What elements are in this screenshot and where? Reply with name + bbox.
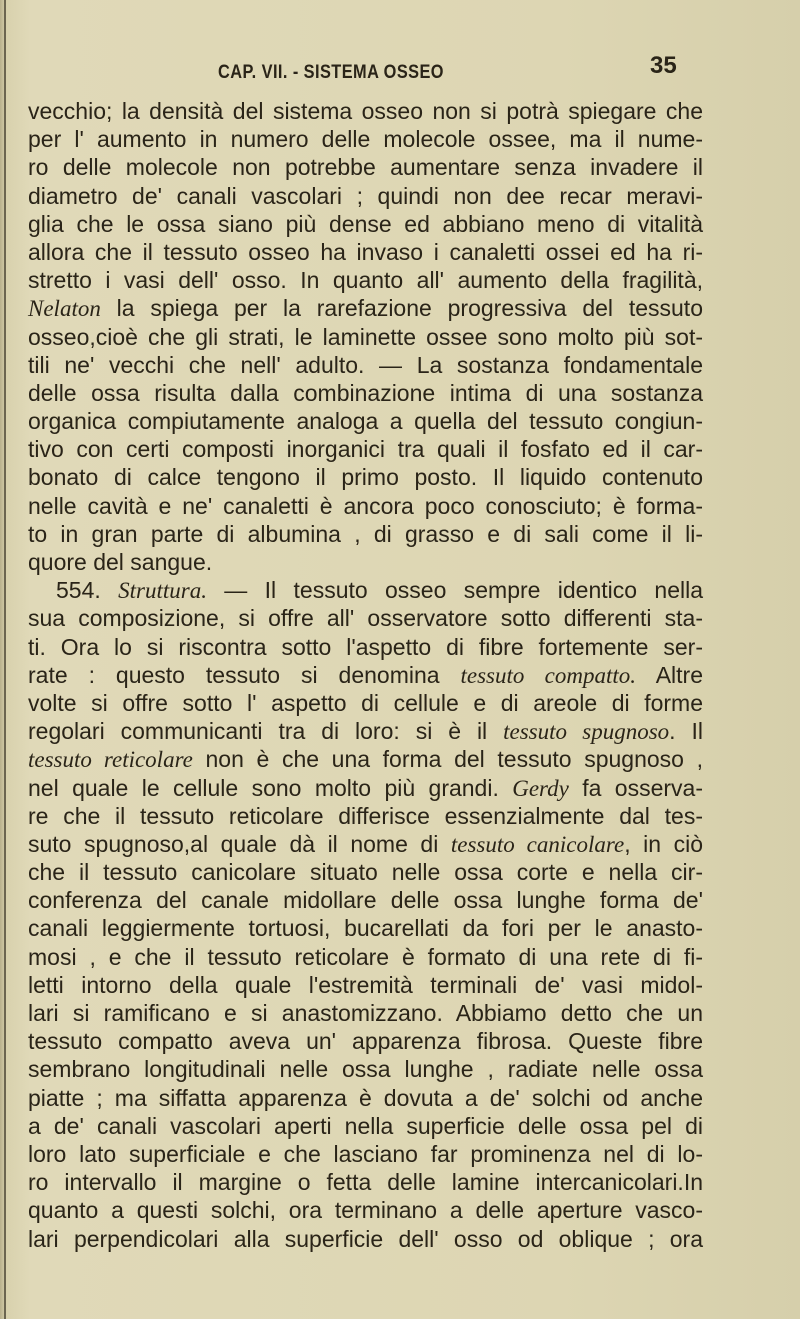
text-line-content	[28, 971, 703, 999]
page-number: 35	[650, 52, 677, 79]
text-line	[28, 943, 703, 971]
text-segment: 554.	[56, 577, 119, 604]
text-line-content	[28, 463, 703, 491]
text-segment: tili ne' vecchi che nell' adulto. — La sostanza fondamentale	[28, 351, 703, 378]
text-line-content	[28, 294, 703, 322]
text-line-content	[28, 774, 703, 802]
text-line	[28, 830, 703, 858]
text-segment: fa osserva-	[568, 774, 703, 801]
text-line-content	[28, 351, 703, 379]
text-line-content	[28, 1168, 703, 1196]
text-line-content	[28, 182, 703, 210]
text-segment: canali leggiermente tortuosi, bucarellati da fori per le anasto-	[28, 915, 703, 942]
text-segment: ro intervallo il margine o fetta delle lamine intercanicolari.In	[28, 1169, 703, 1196]
text-line	[28, 463, 703, 491]
text-line-content	[28, 266, 703, 294]
text-line	[28, 914, 703, 942]
text-line-content	[28, 323, 703, 351]
text-segment: — Il tessuto osseo sempre identico nella	[206, 577, 704, 604]
text-segment: , in ciò	[624, 830, 703, 857]
text-segment: quanto a questi solchi, ora terminano a delle aperture vasco-	[28, 1197, 703, 1224]
text-line	[28, 125, 703, 153]
text-line-content	[28, 633, 703, 661]
text-segment: non è che una forma del tessuto spugnoso ,	[192, 746, 703, 773]
text-segment: organica compiutamente analoga a quella del tessuto congiun-	[28, 408, 703, 435]
text-segment: osseo,cioè che gli strati, le laminette ossee sono molto più sot-	[28, 323, 703, 350]
text-segment: . Il	[669, 718, 703, 745]
text-line-content	[28, 407, 703, 435]
text-line	[28, 717, 703, 745]
text-line	[28, 1027, 703, 1055]
text-line-content	[28, 379, 703, 407]
text-segment: piatte ; ma siffatta apparenza è dovuta a de' solchi od anche	[28, 1084, 703, 1111]
text-line-content	[28, 492, 703, 520]
text-line	[28, 1084, 703, 1112]
text-line	[28, 1225, 703, 1253]
text-line-content	[28, 1196, 703, 1224]
text-line-content	[28, 435, 703, 463]
text-line-content	[28, 97, 703, 125]
text-segment: tessuto compatto aveva un' apparenza fibrosa. Queste fibre	[28, 1028, 703, 1055]
page-gutter-edge	[4, 0, 6, 1319]
text-segment: letti intorno della quale l'estremità terminali de' vasi midol-	[28, 971, 703, 998]
text-line-content	[28, 914, 703, 942]
text-segment: tivo con certi composti inorganici tra quali il fosfato ed il car-	[28, 436, 703, 463]
text-segment: ro delle molecole non potrebbe aumentare senza invadere il	[28, 154, 703, 181]
text-line	[28, 1055, 703, 1083]
text-line-content	[28, 125, 703, 153]
text-segment: diametro de' canali vascolari ; quindi non dee recar meravi-	[28, 182, 703, 209]
italic-text: Nelaton	[28, 296, 101, 322]
text-segment: nel quale le cellule sono molto più grandi.	[28, 774, 513, 801]
text-line-content	[28, 661, 703, 689]
text-segment: stretto i vasi dell' osso. In quanto all' aumento della fragilità,	[28, 267, 703, 294]
text-line	[28, 492, 703, 520]
text-line-content	[28, 153, 703, 181]
text-line	[28, 323, 703, 351]
text-segment: bonato di calce tengono il primo posto. Il liquido contenuto	[28, 464, 703, 491]
text-line-content	[28, 745, 703, 773]
text-line	[28, 689, 703, 717]
text-segment: loro lato superficiale e che lasciano far prominenza nel di lo-	[28, 1140, 703, 1167]
text-line	[28, 886, 703, 914]
page-header	[0, 52, 800, 86]
text-segment: suto spugnoso,al quale dà il nome di	[28, 830, 451, 857]
text-segment: a de' canali vascolari aperti nella superficie delle ossa pel di	[28, 1112, 703, 1139]
text-segment: to in gran parte di albumina , di grasso e di sali come il li-	[28, 520, 703, 547]
text-line	[28, 999, 703, 1027]
text-line	[28, 238, 703, 266]
text-segment: vecchio; la densità del sistema osseo non si potrà spiegare che	[28, 98, 703, 124]
text-line-content	[28, 1084, 703, 1112]
text-line-content	[28, 858, 703, 886]
text-line-content	[28, 548, 703, 576]
text-segment: ti. Ora lo si riscontra sotto l'aspetto di fibre fortemente ser-	[28, 633, 703, 660]
text-segment: rate : questo tessuto si denomina	[28, 661, 461, 688]
text-line	[28, 520, 703, 548]
text-line-content	[28, 1140, 703, 1168]
text-segment: la spiega per la rarefazione progressiva del tessuto	[100, 295, 703, 322]
text-line	[28, 745, 703, 773]
text-line-content	[28, 1112, 703, 1140]
text-line-content	[28, 520, 703, 548]
italic-text: tessuto canicolare	[450, 831, 625, 857]
text-segment: allora che il tessuto osseo ha invaso i canaletti ossei ed ha ri-	[28, 238, 703, 265]
text-line	[28, 266, 703, 294]
text-line-content	[28, 830, 703, 858]
text-segment: quore del sangue.	[28, 549, 213, 575]
text-segment: mosi , e che il tessuto reticolare è formato di una rete di fi-	[28, 943, 703, 970]
italic-text: Gerdy	[512, 775, 569, 801]
italic-text: tessuto reticolare	[28, 747, 193, 773]
italic-text: tessuto compatto.	[460, 662, 637, 688]
italic-text: tessuto spugnoso	[503, 719, 670, 745]
text-line	[28, 548, 703, 576]
text-line	[28, 1140, 703, 1168]
text-line	[28, 351, 703, 379]
text-line	[28, 1168, 703, 1196]
text-segment: glia che le ossa siano più dense ed abbiano meno di vitalità	[28, 210, 703, 237]
text-line	[28, 802, 703, 830]
text-line	[28, 858, 703, 886]
text-line-content	[28, 1225, 703, 1253]
text-segment: lari si ramificano e si anastomizzano. Abbiamo detto che un	[28, 1000, 703, 1026]
text-segment: volte si offre sotto l' aspetto di cellule e di areole di forme	[28, 689, 703, 716]
text-line	[28, 379, 703, 407]
text-line-content	[28, 999, 703, 1027]
text-line	[28, 1196, 703, 1224]
text-segment: sembrano longitudinali nelle ossa lunghe , radiate nelle ossa	[28, 1056, 703, 1083]
text-segment: per l' aumento in numero delle molecole ossee, ma il nume-	[28, 126, 703, 153]
text-line	[28, 661, 703, 689]
text-line	[28, 633, 703, 661]
text-line	[28, 153, 703, 181]
text-segment: sua composizione, si offre all' osservatore sotto differenti sta-	[28, 605, 703, 632]
text-line-content	[28, 802, 703, 830]
text-line	[28, 1112, 703, 1140]
text-line	[28, 576, 703, 604]
text-line	[28, 294, 703, 322]
text-segment: regolari communicanti tra di loro: si è il	[28, 718, 504, 745]
text-line	[28, 182, 703, 210]
text-line	[28, 210, 703, 238]
text-line	[28, 971, 703, 999]
text-line	[28, 774, 703, 802]
italic-text: Struttura.	[118, 578, 207, 604]
text-segment: re che il tessuto reticolare differisce essenzialmente dal tes-	[28, 802, 703, 829]
running-title: CAP. VII. - SISTEMA OSSEO	[218, 62, 444, 83]
text-segment: conferenza del canale midollare delle ossa lunghe forma de'	[28, 887, 703, 914]
text-line-content	[28, 886, 703, 914]
text-line	[28, 435, 703, 463]
text-line-content	[28, 943, 703, 971]
text-segment: che il tessuto canicolare situato nelle ossa corte e nella cir-	[28, 859, 703, 886]
text-line-content	[28, 210, 703, 238]
text-line-content	[28, 689, 703, 717]
text-line-content	[28, 604, 703, 632]
text-line-content	[28, 1027, 703, 1055]
text-line-content	[28, 238, 703, 266]
body-text	[28, 97, 703, 1253]
text-line	[28, 604, 703, 632]
text-segment: nelle cavità e ne' canaletti è ancora poco conosciuto; è forma-	[28, 492, 703, 519]
text-line-content	[28, 1055, 703, 1083]
text-segment: Altre	[636, 661, 703, 688]
text-segment: delle ossa risulta dalla combinazione intima di una sostanza	[28, 379, 703, 406]
text-line-content	[28, 576, 703, 604]
text-segment: lari perpendicolari alla superficie dell' osso od oblique ; ora	[28, 1225, 703, 1252]
text-line	[28, 407, 703, 435]
text-line-content	[28, 717, 703, 745]
text-line	[28, 97, 703, 125]
